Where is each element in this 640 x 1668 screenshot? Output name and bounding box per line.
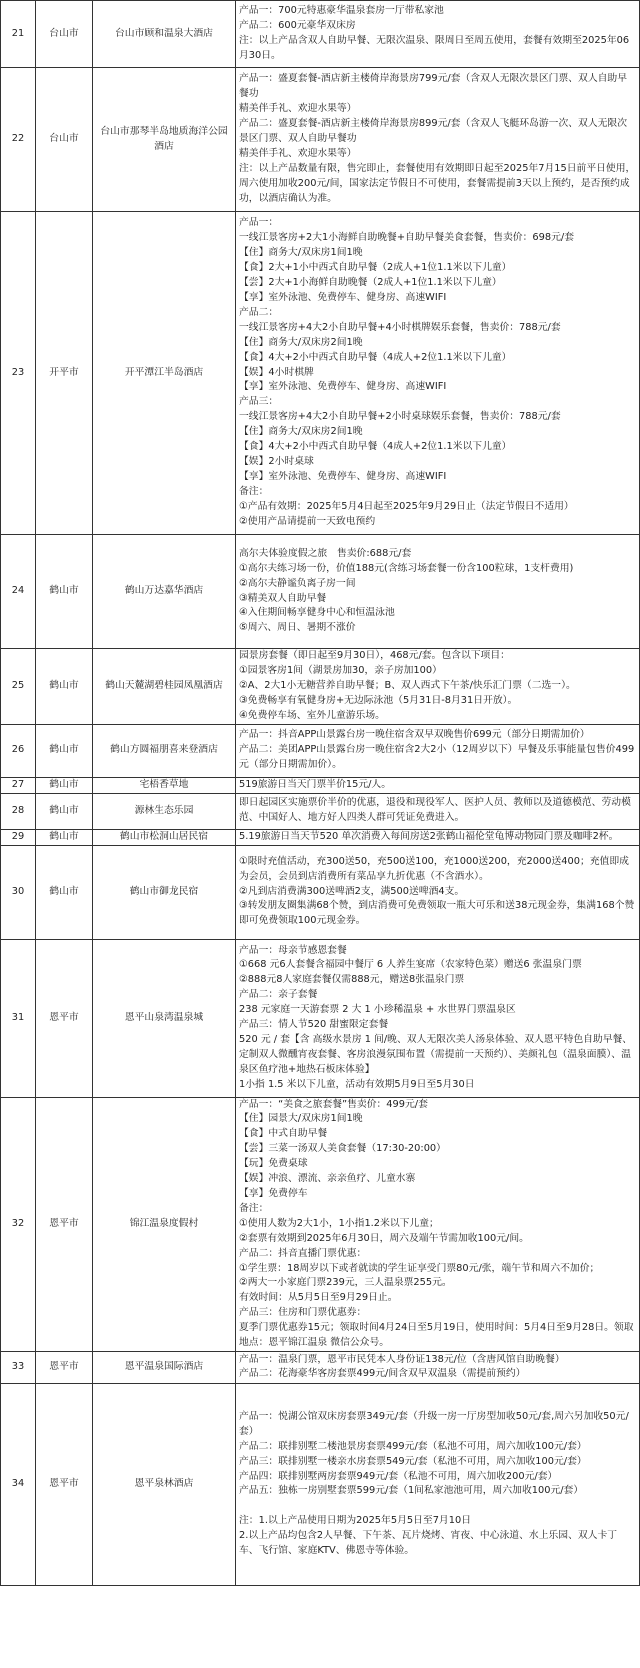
offer-line: ②套票有效期到2025年6月30日，周六及端午节需加收100元/间。 [239, 1232, 529, 1244]
offer-line: ①学生票：18周岁以下或者就读的学生证享受门票80元/张，端午节和周六不加价； [239, 1262, 600, 1274]
city-cell: 恩平市 [36, 1351, 93, 1383]
offer-line: 高尔夫体验度假之旅 售卖价:688元/套 [239, 547, 412, 559]
offer-line: 产品四：联排别墅两房套票949元/套（私池不可用，周六加收200元/套） [239, 1470, 558, 1482]
offer-line: 产品三：住房和门票优惠券： [239, 1307, 367, 1319]
offer-line: ⑤周六、周日、暑期不涨价 [239, 622, 356, 634]
row-number: 28 [1, 793, 36, 829]
table-row [1, 212, 640, 535]
offer-line: 产品二：美团APP山景露台房一晚住宿含2大2小（12周岁以下）早餐及乐事能量包售价499元（部分日期需加价）。 [239, 744, 635, 770]
city-cell: 台山市 [36, 68, 93, 212]
offer-line: 【享】室外泳池、免费停车、健身房、高速WIFI [239, 292, 447, 304]
table-row [1, 1097, 640, 1351]
offer-line: 产品一：温泉门票，恩平市民凭本人身份证138元/位（含唐风馆自助晚餐） [239, 1353, 565, 1365]
venue-cell: 源林生态乐园 [93, 793, 236, 829]
offer-line: ①限时充值活动，充300送50，充500送100，充1000送200，充2000送400；充值即成为会员，会员到店消费所有菜品享九折优惠（不含酒水）。 [239, 855, 629, 882]
offer-line: 【娱】冲浪、漂流、亲亲鱼疗、儿童水寨 [239, 1173, 416, 1185]
offer-line: 精美伴手礼、欢迎水果等） [239, 147, 357, 159]
offer-details-cell [236, 68, 640, 212]
offer-line: 备注： [239, 485, 269, 497]
offer-line: 一线江景客房+2大1小海鲜自助晚餐+自助早餐美食套餐，售卖价：698元/套 [239, 232, 574, 244]
venue-cell: 恩平山泉湾温泉城 [93, 939, 236, 1097]
row-number: 29 [1, 829, 36, 845]
offer-line: 【食】2大+1小中西式自助早餐（2成人+1位1.1米以下儿童） [239, 262, 512, 274]
offer-line: 产品二：600元豪华双床房 [239, 20, 356, 32]
table-row [1, 829, 640, 845]
offer-line: 备注： [239, 1202, 269, 1214]
offer-details-cell [236, 1351, 640, 1383]
offer-line: ①产品有效期：2025年5月4日起至2025年9月29日止（法定节假日不适用） [239, 500, 574, 512]
venue-cell: 锦江温泉度假村 [93, 1097, 236, 1351]
table-row [1, 845, 640, 939]
venue-cell: 鹤山万达嘉华酒店 [93, 535, 236, 649]
offer-details-cell [236, 777, 640, 793]
offer-line: 520 元 / 套【含 高级水景房 1 间/晚、双人无限次美人汤泉体验、双人恩平特色自助早餐、定制双人微醺宵夜套餐、客房浪漫氛围布置（需提前一天预约）、美颜礼包（温泉面膜）、温泉区鱼疗池+地热石板床体验】 [239, 1033, 633, 1075]
offer-line: ①使用人数为2大1小，1小指1.2米以下儿童； [239, 1217, 439, 1229]
offer-line: 产品三：联排别墅一楼亲水房套票549元/套（私池不可用，周六加收100元/套） [239, 1455, 587, 1467]
offer-line: 一线江景客房+4大2小自助早餐+4小时棋牌娱乐套餐，售卖价：788元/套 [239, 321, 561, 333]
offer-line: 产品二：亲子套餐 [239, 989, 318, 1001]
table-row [1, 1, 640, 68]
row-number: 34 [1, 1383, 36, 1585]
table-body [1, 1, 640, 1586]
city-cell: 鹤山市 [36, 777, 93, 793]
city-cell: 鹤山市 [36, 829, 93, 845]
offer-line: 产品三： [239, 396, 279, 408]
offer-line: 1小指 1.5 米以下儿童，活动有效期5月9日至5月30日 [239, 1078, 475, 1090]
city-cell: 台山市 [36, 1, 93, 68]
offer-details-cell [236, 724, 640, 777]
offer-line: 5.19旅游日当天节520 单次消费入每间房送2张鹤山福伦堂龟博动物园门票及咖啡2杯。 [239, 830, 619, 842]
offer-line: ②A、2大1小无糖营养自助早餐；B、双人西式下午茶/快乐汇门票（二选一）。 [239, 679, 576, 691]
offer-line: 产品二：盛夏套餐-酒店新主楼倚岸海景房899元/套（含双人飞艇环岛游一次、双人无限次景区门票、双人自助早餐功 [239, 118, 628, 145]
offer-line: ②两大一小家庭门票239元，三人温泉票255元。 [239, 1277, 452, 1289]
offer-line: 产品二：联排别墅二楼池景房套票499元/套（私池不可用，周六加收100元/套） [239, 1440, 587, 1452]
offer-line: 产品二：抖音直播门票优惠： [239, 1247, 367, 1259]
city-cell: 鹤山市 [36, 845, 93, 939]
offer-line: 2.以上产品均包含2人早餐、下午茶、瓦片烧烤、宵夜、中心泳道、水上乐园、双人卡丁车、飞行馆、家庭KTV、佛恩寺等体验。 [239, 1530, 618, 1557]
offer-line: 注：1.以上产品使用日期为2025年5月5日至7月10日 [239, 1515, 471, 1527]
row-number: 30 [1, 845, 36, 939]
offer-line: 产品三：情人节520 甜蜜限定套餐 [239, 1019, 389, 1031]
row-number: 33 [1, 1351, 36, 1383]
offer-line: 产品二：花海豪华客房套票499元/间含双早双温泉（需提前预约） [239, 1368, 526, 1380]
offer-line: 产品五：独栋一房别墅套票599元/套（1间私家池池可用，周六加收100元/套） [239, 1485, 584, 1497]
offer-details-cell [236, 845, 640, 939]
offer-line: 【食】4大+2小中西式自助早餐（4成人+2位1.1米以下儿童） [239, 441, 512, 453]
offer-line: 产品二： [239, 306, 279, 318]
row-number: 27 [1, 777, 36, 793]
offer-line: 【尝】三菜一汤双人美食套餐（17:30-20:00） [239, 1143, 446, 1155]
city-cell: 鹤山市 [36, 649, 93, 725]
offer-line: ①园景客房1间（湖景房加30，亲子房加100） [239, 664, 442, 676]
offer-details-cell [236, 649, 640, 725]
offer-line: 产品一：盛夏套餐-酒店新主楼倚岸海景房799元/套（含双人无限次景区门票、双人自助早餐功 [239, 73, 628, 100]
offer-line: ③精美双人自助早餐 [239, 592, 327, 604]
row-number: 24 [1, 535, 36, 649]
offer-line: 【享】室外泳池、免费停车、健身房、高速WIFI [239, 470, 447, 482]
venue-cell: 台山市那琴半岛地质海洋公园酒店 [93, 68, 236, 212]
offer-line: 【娱】2小时桌球 [239, 455, 314, 467]
offer-line: ②高尔夫静谧负离子房一间 [239, 577, 356, 589]
row-number: 32 [1, 1097, 36, 1351]
city-cell: 鹤山市 [36, 793, 93, 829]
row-number: 23 [1, 212, 36, 535]
city-cell: 鹤山市 [36, 724, 93, 777]
table-row [1, 535, 640, 649]
city-cell: 恩平市 [36, 939, 93, 1097]
city-cell: 恩平市 [36, 1383, 93, 1585]
offer-line: ②888元8人家庭套餐仅需888元，赠送8张温泉门票 [239, 974, 465, 986]
offer-line: ①668 元6人套餐含福园中餐厅 6 人养生宴席（农家特色菜）赠送6 张温泉门票 [239, 959, 582, 971]
table-row [1, 777, 640, 793]
offer-line: 519旅游日当天门票半价15元/人。 [239, 778, 392, 790]
offer-line: 产品一：抖音APP山景露台房一晚住宿含双早双晚售价699元（部分日期需加价） [239, 729, 590, 741]
offer-line: 注：以上产品数量有限，售完即止，套餐使用有效期即日起至2025年7月15日前平日使用，周六使用加收200元/间，国家法定节假日不可使用，套餐需提前3天以上预约，是否预约成功，以酒店确认为准。 [239, 162, 636, 204]
offer-details-cell [236, 829, 640, 845]
table-row [1, 1351, 640, 1383]
offer-line: 【食】中式自助早餐 [239, 1128, 328, 1140]
venue-cell: 鹤山方圆福朋喜来登酒店 [93, 724, 236, 777]
offer-line: 【住】园景大/双床房1间1晚 [239, 1113, 363, 1125]
offer-line: ④免费停车场、室外儿童游乐场。 [239, 709, 385, 721]
offer-details-cell [236, 535, 640, 649]
table-row [1, 793, 640, 829]
offer-line: ④入住期间畅享健身中心和恒温泳池 [239, 607, 395, 619]
venue-cell: 鹤山市松洞山居民宿 [93, 829, 236, 845]
offer-line: 有效时间：从5月5日至9月29日止。 [239, 1292, 398, 1304]
offer-line: 产品一：“美食之旅套餐”售卖价：499元/套 [239, 1098, 428, 1110]
offer-line: 夏季门票优惠券15元；领取时间4月24日至5月19日，使用时间：5月4日至9月28日。领取地点：恩平锦江温泉 微信公众号。 [239, 1322, 634, 1349]
table-row [1, 1383, 640, 1585]
venue-cell: 鹤山天麓湖碧桂园凤凰酒店 [93, 649, 236, 725]
offer-line: 【住】商务大/双床房1间1晚 [239, 247, 363, 259]
offer-line: 238 元家庭一天游套票 2 大 1 小珍稀温泉 + 水世界门票温泉区 [239, 1004, 516, 1016]
row-number: 25 [1, 649, 36, 725]
table-row [1, 724, 640, 777]
offer-line: 【享】室外泳池、免费停车、健身房、高速WIFI [239, 381, 447, 393]
offer-details-cell [236, 793, 640, 829]
city-cell: 开平市 [36, 212, 93, 535]
table-row [1, 939, 640, 1097]
offer-line: 产品一： [239, 217, 279, 229]
offer-line: 一线江景客房+4大2小自助早餐+2小时桌球娱乐套餐，售卖价：788元/套 [239, 411, 561, 423]
offer-line: 【玩】免费桌球 [239, 1158, 308, 1170]
offer-line: 精美伴手礼、欢迎水果等） [239, 103, 357, 115]
city-cell: 鹤山市 [36, 535, 93, 649]
row-number: 26 [1, 724, 36, 777]
offer-line: ②使用产品请提前一天致电预约 [239, 515, 376, 527]
offer-details-cell [236, 939, 640, 1097]
venue-cell: 鹤山市御龙民宿 [93, 845, 236, 939]
offer-details-cell [236, 1, 640, 68]
table-row [1, 68, 640, 212]
row-number: 31 [1, 939, 36, 1097]
offer-details-cell [236, 212, 640, 535]
offer-line: 【住】商务大/双床房2间1晚 [239, 426, 363, 438]
offer-line: 即日起园区实施票价半价的优惠，退役和现役军人、医护人员、教师以及道德模范、劳动模范、中国好人、地方好人四类人群可凭证免费进入。 [239, 797, 631, 824]
offer-line: ②凡到店消费满300送啤酒2支，满500送啤酒4支。 [239, 885, 465, 897]
offer-line: 【尝】2大+1小海鲜自助晚餐（2成人+1位1.1米以下儿童） [239, 277, 502, 289]
offer-details-cell [236, 1383, 640, 1585]
table-row [1, 649, 640, 725]
offer-line: 产品一：悦湖公馆双床房套票349元/套（升级一房一厅房型加收50元/套,周六另加收50元/套） [239, 1410, 629, 1437]
venue-cell: 宅梧香草地 [93, 777, 236, 793]
row-number: 21 [1, 1, 36, 68]
offer-line: ①高尔夫练习场一份，价值188元(含练习场套餐一份含100粒球，1支杆费用) [239, 562, 574, 574]
row-number: 22 [1, 68, 36, 212]
city-cell: 恩平市 [36, 1097, 93, 1351]
offer-line: 产品一：700元特惠豪华温泉套房一厅带私家池 [239, 5, 444, 17]
offer-line: 产品一：母亲节感恩套餐 [239, 944, 347, 956]
venue-cell: 恩平泉林酒店 [93, 1383, 236, 1585]
venue-cell: 台山市顾和温泉大酒店 [93, 1, 236, 68]
offer-line: 【住】商务大/双床房2间1晚 [239, 336, 363, 348]
offer-line: 【娱】4小时棋牌 [239, 366, 314, 378]
offer-line: 【享】免费停车 [239, 1187, 308, 1199]
offer-line: 园景房套餐（即日起至9月30日），468元/套。包含以下项目： [239, 650, 510, 661]
venue-cell: 开平潭江半岛酒店 [93, 212, 236, 535]
venue-cell: 恩平温泉国际酒店 [93, 1351, 236, 1383]
offer-line: ③免费畅享有氧健身房+无边际泳池（5月31日-8月31日开放）。 [239, 694, 518, 706]
offer-details-cell [236, 1097, 640, 1351]
offer-line [239, 1499, 636, 1514]
offer-line: 注：以上产品含双人自助早餐、无限次温泉、限周日至周五使用，套餐有效期至2025年06月30日。 [239, 35, 630, 61]
offer-line: ③转发朋友圈集满68个赞，到店消费可免费领取一瓶大可乐和送38元现金券，集满168个赞即可免费领取100元现金券。 [239, 900, 635, 927]
offer-line: 【食】4大+2小中西式自助早餐（4成人+2位1.1米以下儿童） [239, 351, 512, 363]
